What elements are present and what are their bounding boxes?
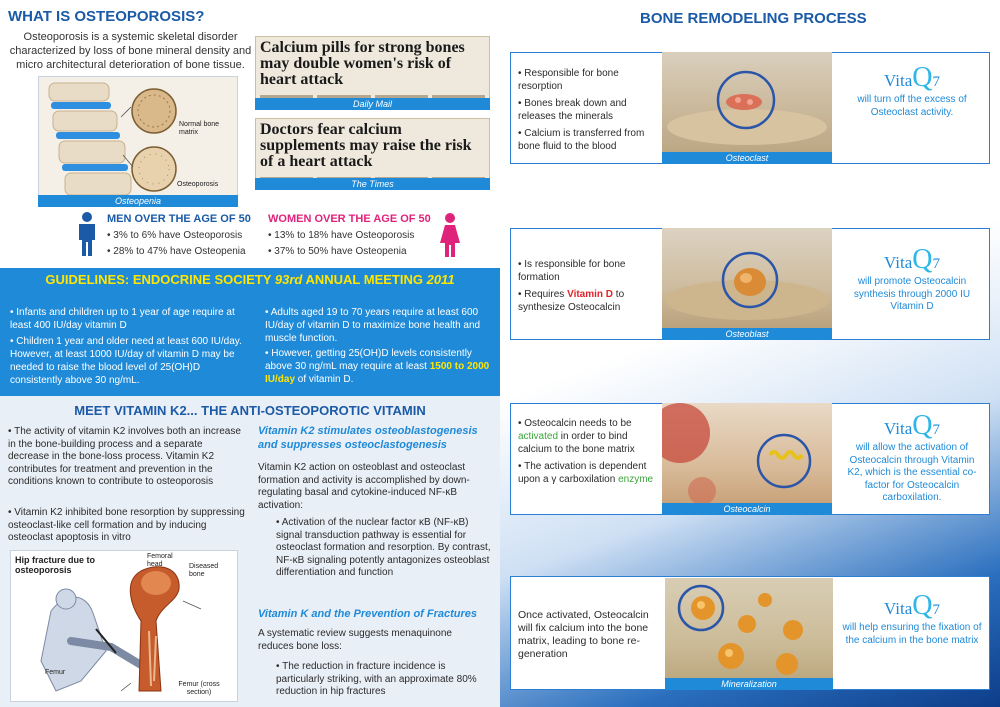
k2-menaquinone-text: A systematic review suggests menaquinone reduces bone loss:: [258, 628, 452, 652]
normal-bone-label: Normal bone matrix: [179, 121, 220, 136]
guidelines-title: GUIDELINES: ENDOCRINE SOCIETY 93rd ANNUAL MEETING 2011: [45, 272, 455, 287]
guideline-adults: • Adults aged 19 to 70 years require at least 600 IU/day of vitamin D to maximize bone health and muscle function.: [265, 307, 481, 344]
mineralization-image: [665, 578, 833, 688]
male-icon: [76, 212, 98, 256]
vitaq7-logo: VitaQ7: [884, 62, 940, 93]
osteocalcin-text: • Osteocalcin needs to be activated in order to bind calcium to the bone matrix • The activation is dependent upon a γ carboxilation enzyme: [518, 418, 654, 485]
news-headline: Doctors fear calcium supplements may raise the risk of a heart attack: [260, 121, 472, 170]
men-stat-2: • 28% to 47% have Osteopenia: [107, 246, 246, 257]
hip-fracture-title: Hip fracture due to osteoporosis: [15, 555, 96, 575]
bone-remodeling-title: BONE REMODELING PROCESS: [640, 10, 867, 27]
vitaq7-block-1: [842, 62, 982, 119]
guideline-children: • Children 1 year and older need at least 600 IU/day. However, at least 1000 IU/day of vitamin D may be needed to raise the blood level of 25(OH)D consistently above 30 ng/mL.: [10, 336, 242, 386]
female-icon: [438, 213, 462, 257]
women-stat-2: • 37% to 50% have Osteopenia: [268, 246, 407, 257]
diseased-bone-label: Diseased bone: [189, 563, 219, 578]
vitaq7-osteoblast-text: will promote Osteocalcin synthesis through 2000 IU Vitamin D: [853, 276, 971, 312]
osteoclast-caption: Osteoclast: [662, 152, 832, 164]
vitaq7-logo: VitaQ7: [884, 244, 940, 275]
osteoblast-graphic: [662, 228, 832, 340]
osteoclast-graphic: [662, 52, 832, 164]
k2-nfkb-text: Vitamin K2 action on osteoblast and osteoclast formation and activity is accomplished by down-regulating basal and cytokine-induced NF-κB activation:: [258, 462, 470, 511]
guideline-infants: • Infants and children up to 1 year of age require at least 400 IU/day vitamin D: [10, 307, 235, 331]
vitaq7-osteocalcin-text: will allow the activation of Osteocalcin through Vitamin K2, which is the essential co-factor for Osteocalcin carboxilation.: [847, 442, 977, 503]
k2-nfkb-bullet: • Activation of the nuclear factor κB (NF-κB) signal transduction pathway is essential for osteoclast formation and resorption. By contrast, NF-κB signaling potently antagonizes osteoblast differentiation and function: [276, 517, 491, 578]
mineralization-caption: Mineralization: [665, 678, 833, 690]
k2-subheading-osteoblast: Vitamin K2 stimulates osteoblastogenesis and suppresses osteoclastogenesis: [258, 425, 478, 451]
vitaq7-osteoclast-text: will turn off the excess of Osteoclast activity.: [857, 94, 967, 118]
femur-label: Femur: [45, 669, 66, 676]
femur-cross-section-label: Femur (cross section): [178, 681, 220, 696]
osteocalcin-caption: Osteocalcin: [662, 503, 832, 515]
spine-caption: Osteopenia: [38, 195, 238, 207]
osteoblast-text: • Is responsible for bone formation • Requires Vitamin D to synthesize Osteocalcin: [518, 259, 626, 313]
women-stat-1: • 13% to 18% have Osteoporosis: [268, 230, 415, 241]
osteoclast-text: • Responsible for bone resorption • Bones break down and releases the minerals • Calcium is transferred from bone fluid to the blood: [518, 68, 645, 152]
osteoblast-caption: Osteoblast: [662, 328, 832, 340]
vitaq7-logo: VitaQ7: [884, 410, 940, 441]
mineralization-text: Once activated, Osteocalcin will fix calcium into the bone matrix, leading to bone re-generation: [518, 609, 649, 660]
hip-fracture-illustration: [10, 550, 238, 702]
men-stat-1: • 3% to 6% have Osteoporosis: [107, 230, 243, 241]
news-headline: Calcium pills for strong bones may double women's risk of heart attack: [260, 39, 465, 88]
vitaq7-logo: VitaQ7: [884, 590, 940, 621]
news-caption-the-times: The Times: [255, 178, 490, 190]
osteoporosis-title: WHAT IS OSTEOPOROSIS?: [8, 8, 205, 25]
k2-resorption-text: • Vitamin K2 inhibited bone resorption by suppressing osteoclast-like cell formation and by inducing osteoclast apoptosis in vitro: [8, 507, 245, 543]
women-stats-title: WOMEN OVER THE AGE OF 50: [268, 213, 431, 225]
mineralization-graphic: [665, 578, 833, 688]
spine-illustration: [38, 76, 238, 204]
vitamin-k2-title: MEET VITAMIN K2... THE ANTI-OSTEOPOROTIC VITAMIN: [74, 403, 426, 418]
men-stats-title: MEN OVER THE AGE OF 50: [107, 213, 251, 225]
k2-activity-text: • The activity of vitamin K2 involves both an increase in the bone-building process and a separate decrease in the bone-loss process. Vitamin K2 contributes for treatment and prevention in the conditions known to contribute to osteoporosis: [8, 426, 241, 487]
k2-subheading-fractures: Vitamin K and the Prevention of Fractures: [258, 608, 478, 620]
osteoblast-image: [662, 228, 832, 340]
femoral-head-label: Femoral head: [147, 553, 173, 568]
guideline-levels: • However, getting 25(OH)D levels consistently above 30 ng/mL may require at least 1500 to 2000 IU/day of vitamin D.: [265, 348, 490, 385]
vitaq7-block-4: [842, 590, 982, 647]
vitaq7-mineralization-text: will help ensuring the fixation of the calcium in the bone matrix: [842, 622, 982, 646]
vitaq7-block-2: [842, 244, 982, 314]
osteoporosis-label: Osteoporosis: [177, 181, 219, 188]
vitaq7-block-3: [842, 410, 982, 505]
osteocalcin-image: [662, 403, 832, 515]
osteoclast-image: [662, 52, 832, 164]
news-caption-daily-mail: Daily Mail: [255, 98, 490, 110]
osteoporosis-definition: Osteoporosis is a systemic skeletal disorder characterized by loss of bone mineral density and micro architectural deterioration of bone tissue.: [9, 31, 252, 71]
osteocalcin-graphic: [662, 403, 832, 515]
k2-fracture-bullet: • The reduction in fracture incidence is particularly striking, with an approximate 80% reduction in hip fractures: [276, 661, 477, 697]
